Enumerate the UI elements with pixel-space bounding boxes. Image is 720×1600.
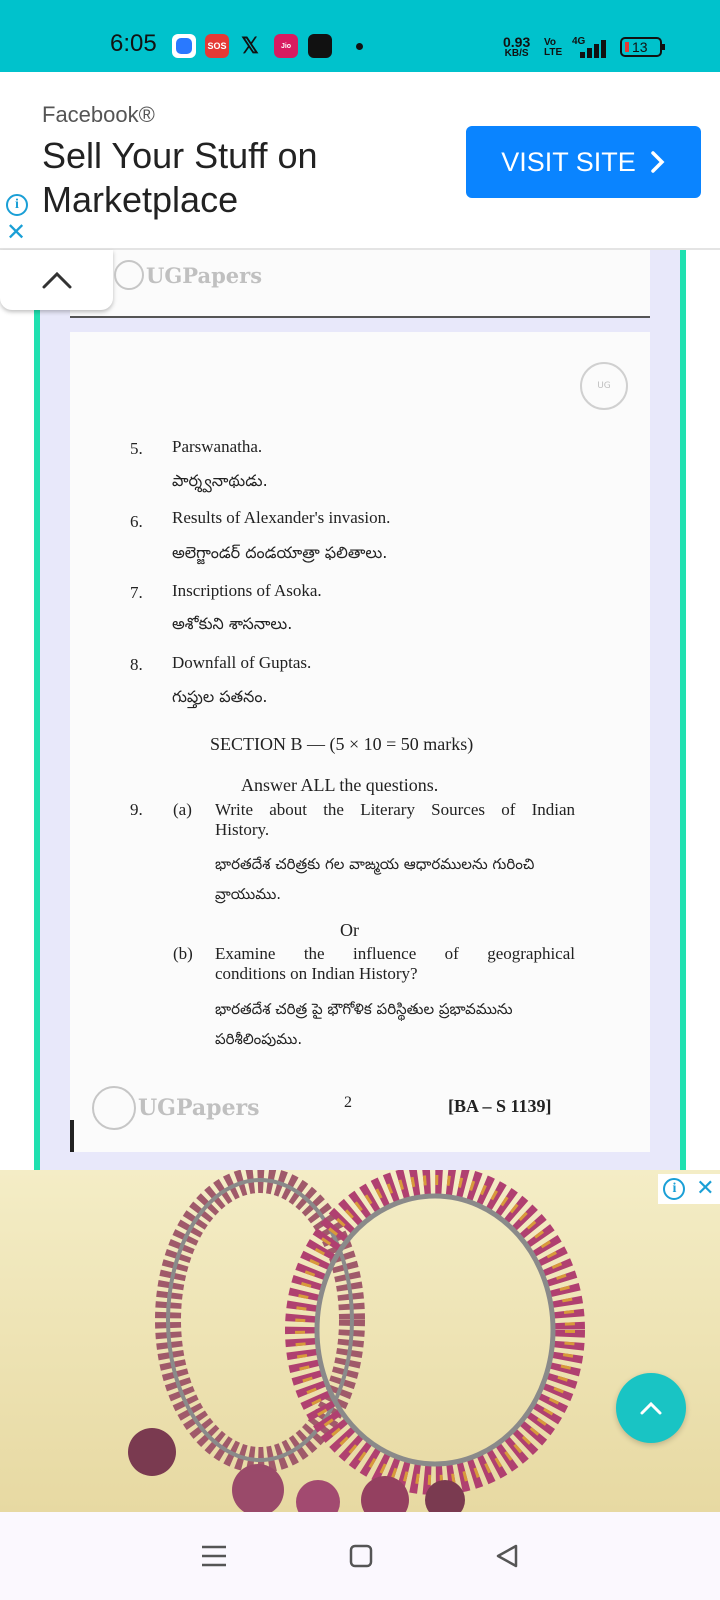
- collapse-ad-button[interactable]: [0, 250, 113, 310]
- option-label-a: (a): [173, 800, 192, 819]
- question-telugu: పార్శ్వనాథుడు.: [172, 471, 268, 490]
- question-english: Parswanatha.: [172, 437, 263, 456]
- watermark-badge: [580, 362, 628, 410]
- question-number: 5.: [130, 439, 143, 458]
- net-speed-unit: KB/S: [504, 48, 529, 59]
- or-separator: Or: [340, 920, 359, 940]
- status-bar: [0, 0, 720, 72]
- bottom-ad-controls: [658, 1174, 720, 1204]
- page-number: 2: [344, 1094, 352, 1111]
- bottom-ad-banner[interactable]: [0, 1170, 720, 1512]
- watermark-text: UGPapers: [146, 262, 263, 288]
- ad-close-icon[interactable]: ✕: [696, 1176, 715, 1201]
- option-b-telugu-line1: భారతదేశ చరిత్ర పై భౌగోళిక పరిస్థితుల ప్రభావమును: [215, 1000, 513, 1018]
- option-a-english-line1: Write about the Literary Sources of Indian: [215, 800, 575, 819]
- viewer-rail-left: [34, 250, 40, 1170]
- ad-close-icon[interactable]: ✕: [6, 218, 27, 246]
- page-edge: [70, 1120, 74, 1152]
- watermark-footer: [92, 1086, 260, 1130]
- ad-headline[interactable]: Sell Your Stuff on Marketplace: [42, 135, 318, 220]
- watermark-badge-text: UG: [597, 381, 611, 391]
- home-icon[interactable]: [348, 1543, 374, 1569]
- section-heading: SECTION B — (5 × 10 = 50 marks): [210, 734, 474, 754]
- question-number: 9.: [130, 800, 143, 819]
- question-number: 6.: [130, 512, 143, 531]
- option-label-b: (b): [173, 944, 193, 963]
- question-english: Inscriptions of Asoka.: [172, 581, 322, 600]
- question-telugu: అశోకుని శాసనాలు.: [172, 614, 293, 633]
- notification-icon: [308, 34, 332, 58]
- watermark-logo-icon: [114, 260, 144, 290]
- question-english: Downfall of Guptas.: [172, 653, 312, 672]
- volte-top: Vo: [544, 37, 557, 48]
- section-instruction: Answer ALL the questions.: [241, 775, 439, 795]
- scroll-to-top-button[interactable]: [616, 1373, 686, 1443]
- visit-site-button[interactable]: [466, 126, 701, 198]
- jiocinema-icon: Jio: [274, 34, 298, 58]
- watermark-footer-text: UGPapers: [138, 1095, 260, 1121]
- question-number: 7.: [130, 583, 143, 602]
- option-b-english-line2: conditions on Indian History?: [215, 964, 418, 983]
- ad-info-icon[interactable]: i: [6, 194, 28, 216]
- option-a-telugu-line1: భారతదేశ చరిత్రకు గల వాఙ్మయ ఆధారములను గురించి: [215, 855, 535, 873]
- x-icon: 𝕏: [241, 33, 259, 58]
- battery-level: 13: [632, 39, 648, 55]
- watermark-logo-icon: [92, 1086, 136, 1130]
- question-telugu: గుప్తుల పతనం.: [172, 687, 268, 706]
- sos-icon: SOS: [205, 34, 229, 58]
- option-a-english-line2: History.: [215, 820, 270, 839]
- question-english: Results of Alexander's invasion.: [172, 508, 391, 527]
- viewer-rail-right: [680, 250, 686, 1170]
- back-icon[interactable]: [494, 1543, 520, 1569]
- bangles-ad-image: [0, 1170, 720, 1512]
- paper-code: [BA – S 1139]: [448, 1096, 552, 1116]
- status-time: 6:05: [110, 30, 157, 57]
- chevron-right-icon: [650, 150, 666, 174]
- ad-info-icon[interactable]: i: [663, 1178, 685, 1200]
- watermark-top: [114, 260, 262, 290]
- option-b-english-line1: Examine the influence of geographical: [215, 944, 575, 963]
- chevron-up-icon: [639, 1400, 663, 1416]
- net-speed: [503, 36, 530, 60]
- system-nav-bar: [0, 1512, 720, 1600]
- messages-icon: [172, 34, 196, 58]
- volte-bottom: LTE: [544, 47, 563, 58]
- more-notifications-dot: [356, 43, 363, 50]
- network-type: 4G: [572, 36, 586, 47]
- question-telugu: అలెగ్జాండర్ దండయాత్రా ఫలితాలు.: [172, 543, 388, 562]
- signal-icon: [580, 40, 610, 58]
- question-number: 8.: [130, 655, 143, 674]
- top-ad-banner[interactable]: [0, 72, 720, 250]
- volte-indicator: [544, 38, 562, 58]
- menu-icon[interactable]: [200, 1544, 228, 1568]
- option-a-telugu-line2: వ్రాయుము.: [215, 885, 282, 903]
- chevron-up-icon: [41, 270, 73, 290]
- visit-site-label: VISIT SITE: [501, 146, 636, 177]
- battery-icon: [620, 37, 662, 57]
- ad-brand: Facebook®: [42, 102, 155, 127]
- option-b-telugu-line2: పరిశీలింపుము.: [215, 1030, 303, 1048]
- net-speed-value: 0.93: [503, 34, 531, 50]
